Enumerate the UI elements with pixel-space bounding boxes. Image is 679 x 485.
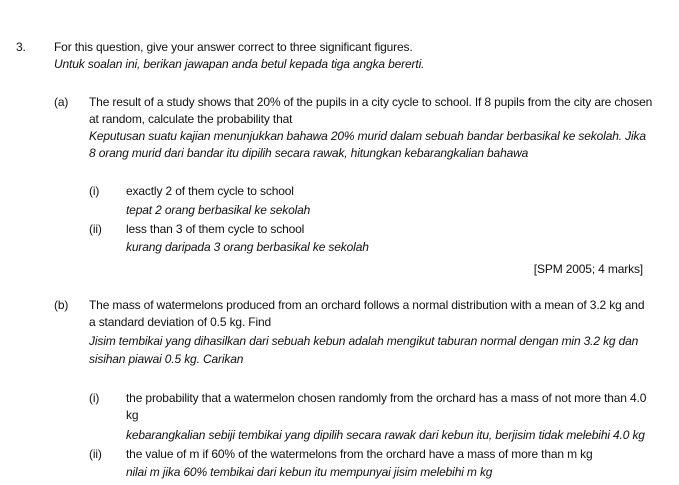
part-a-label: (a): [54, 95, 69, 109]
part-b-sub-i-english-line-2: kg: [126, 408, 139, 422]
part-b-sub-ii-label: (ii): [89, 447, 102, 461]
part-b-english-line-1: The mass of watermelons produced from an orchard follows a normal distribution with a mean of 3.2 kg and: [89, 298, 645, 312]
part-a-sub-i-label: (i): [89, 184, 100, 198]
question-number: 3.: [16, 40, 26, 54]
part-b-label: (b): [54, 298, 69, 312]
part-b-sub-ii-malay: nilai m jika 60% tembikai dari kebun itu mempunyai jisim melebihi m kg: [126, 465, 493, 479]
part-a-english-line-2: at random, calculate the probability that: [89, 112, 293, 126]
part-b-malay-line-2: sisihan piawai 0.5 kg. Carikan: [89, 352, 244, 366]
part-a-sub-i-malay: tepat 2 orang berbasikal ke sekolah: [126, 203, 311, 217]
part-a-english-line-1: The result of a study shows that 20% of the pupils in a city cycle to school. If 8 pupils from the city are chosen: [89, 95, 653, 109]
part-b-sub-i-english-line-1: the probability that a watermelon chosen randomly from the orchard has a mass of not more than 4.0: [126, 391, 647, 405]
intro-english: For this question, give your answer correct to three significant figures.: [54, 40, 413, 54]
part-b-malay-line-1: Jisim tembikai yang dihasilkan dari sebuah kebun adalah mengikut taburan normal dengan min 3.2 kg dan: [89, 334, 639, 348]
part-b-english-line-2: a standard deviation of 0.5 kg. Find: [89, 315, 272, 329]
part-a-malay-line-2: 8 orang murid dari bandar itu dipilih secara rawak, hitungkan kebarangkalian bahawa: [89, 146, 529, 160]
part-a-sub-ii-malay: kurang daripada 3 orang berbasikal ke sekolah: [126, 240, 369, 254]
part-a-sub-ii-english: less than 3 of them cycle to school: [126, 222, 305, 236]
part-a-malay-line-1: Keputusan suatu kajian menunjukkan bahawa 20% murid dalam sebuah bandar berbasikal ke sekolah. Jika: [89, 129, 646, 143]
part-a-sub-ii-label: (ii): [89, 222, 102, 236]
part-b-sub-i-malay: kebarangkalian sebiji tembikai yang dipilih secara rawak dari kebun itu, berjisim tidak melebihi 4.0 kg: [126, 428, 645, 442]
part-a-sub-i-english: exactly 2 of them cycle to school: [126, 184, 294, 198]
part-b-sub-i-label: (i): [89, 391, 100, 405]
part-b-sub-ii-english: the value of m if 60% of the watermelons from the orchard have a mass of more than m kg: [126, 447, 593, 461]
part-a-marks: [SPM 2005; 4 marks]: [533, 262, 643, 276]
intro-malay: Untuk soalan ini, berikan jawapan anda betul kepada tiga angka bererti.: [54, 57, 425, 71]
